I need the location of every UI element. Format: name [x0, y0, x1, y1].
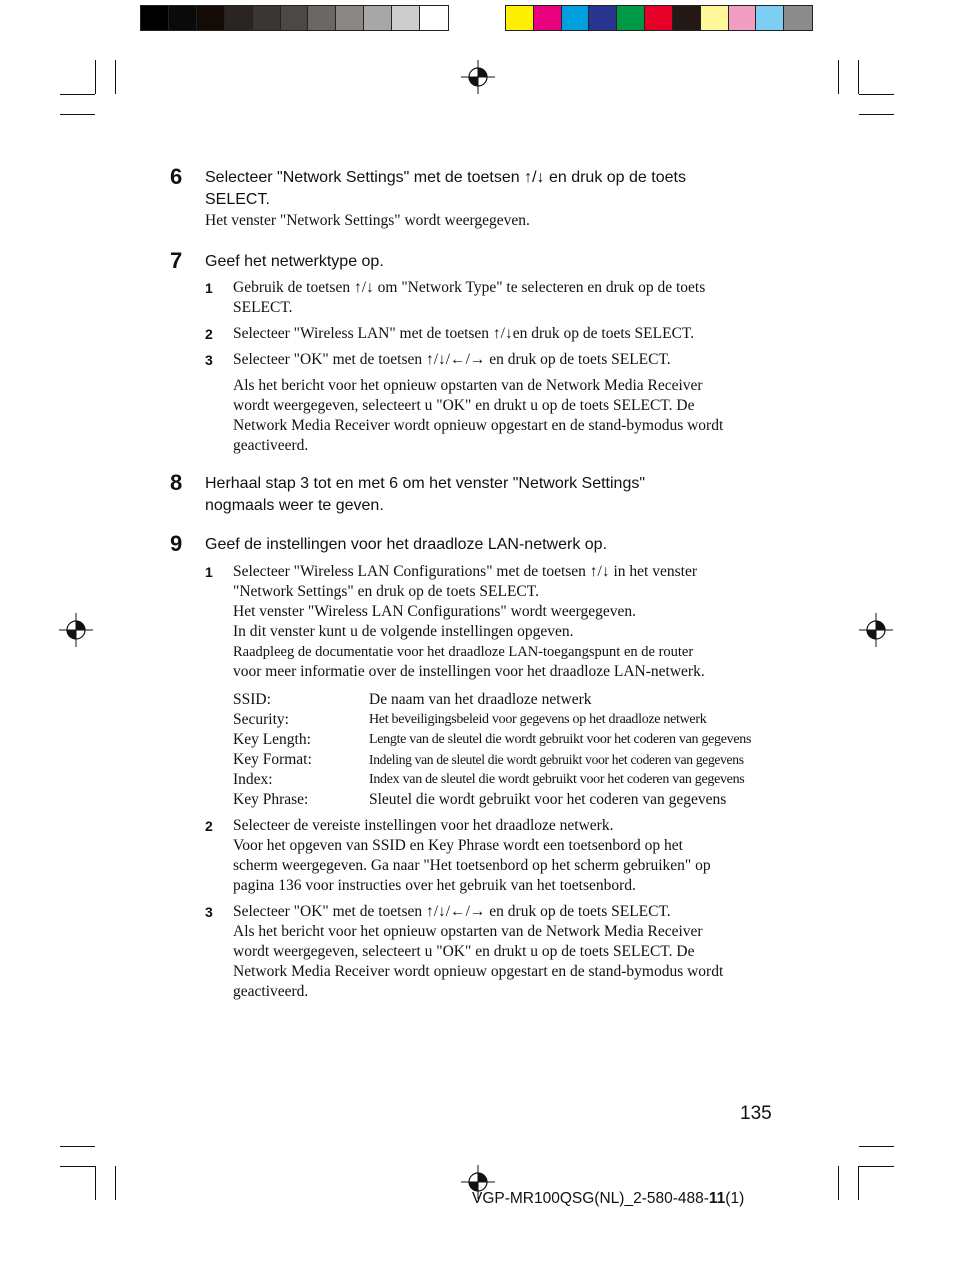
substep-text: [233, 562, 783, 682]
crop-mark: [115, 1166, 116, 1200]
step-note: [233, 376, 778, 456]
grayscale-color-bar: [140, 5, 449, 31]
definition-description: Lengte van de sleutel die wordt gebruikt voor het coderen van gegevens: [369, 732, 752, 747]
color-swatch: [308, 6, 336, 30]
text-line: Selecteer "Wireless LAN Configurations" met de toetsen ↑/↓ in het venster: [233, 563, 697, 580]
color-swatch: [506, 6, 534, 30]
text-line: Network Media Receiver wordt opnieuw opgestart en de stand-bymodus wordt: [233, 417, 724, 434]
step-heading: Geef de instellingen voor het draadloze LAN-netwerk op.: [205, 536, 608, 553]
crop-mark: [115, 60, 116, 94]
color-swatch: [225, 6, 253, 30]
text-line: Selecteer de vereiste instellingen voor het draadloze netwerk.: [233, 817, 614, 834]
substep-text: [233, 324, 783, 344]
color-swatch: [253, 6, 281, 30]
text-line: scherm weergegeven. Ga naar "Het toetsenbord op het scherm gebruiken" op: [233, 857, 711, 874]
crop-mark: [859, 1166, 894, 1167]
color-swatch: [420, 6, 448, 30]
color-swatch: [336, 6, 364, 30]
crop-mark: [60, 1146, 95, 1147]
definition-row: [233, 790, 778, 810]
color-swatch: [589, 6, 617, 30]
color-swatch: [617, 6, 645, 30]
registration-mark-icon: [461, 60, 495, 94]
definition-description: De naam van het draadloze netwerk: [369, 691, 592, 708]
step-heading-line: nogmaals weer te geven.: [205, 497, 384, 514]
text-line: geactiveerd.: [233, 437, 309, 454]
definition-row: [233, 750, 778, 770]
text-line: pagina 136 voor instructies over het gebruik van het toetsenbord.: [233, 877, 636, 894]
text-line: Het venster "Wireless LAN Configurations" wordt weergegeven.: [233, 603, 637, 620]
text-line: voor meer informatie over de instellingen voor het draadloze LAN-netwerk.: [233, 663, 705, 680]
substep-text: [233, 350, 783, 370]
definition-description: Het beveiligingsbeleid voor gegevens op het draadloze netwerk: [369, 712, 707, 727]
text-line: wordt weergegeven, selecteert u "OK" en drukt u op de toets SELECT. De: [233, 943, 695, 960]
color-swatch: [197, 6, 225, 30]
substep-number: 2: [205, 326, 213, 342]
substep-text: [233, 816, 783, 896]
crop-mark: [60, 114, 95, 115]
step-heading-line: SELECT.: [205, 191, 270, 208]
text-line: Als het bericht voor het opnieuw opstarten van de Network Media Receiver: [233, 377, 703, 394]
text-line: "Network Settings" en druk op de toets SELECT.: [233, 583, 539, 600]
text-line: Network Media Receiver wordt opnieuw opgestart en de stand-bymodus wordt: [233, 963, 724, 980]
definition-row: [233, 730, 778, 750]
definition-row: [233, 710, 778, 730]
definition-term: Index:: [233, 771, 273, 788]
crop-mark: [858, 60, 859, 94]
settings-definition-list: [233, 690, 778, 810]
step-note: Het venster "Network Settings" wordt weergegeven.: [205, 212, 530, 229]
definition-term: Key Length:: [233, 731, 311, 748]
substep-number: 2: [205, 818, 213, 834]
crop-mark: [859, 114, 894, 115]
step-heading: [205, 167, 785, 211]
color-swatch: [701, 6, 729, 30]
color-swatch: [141, 6, 169, 30]
substep-number: 1: [205, 564, 213, 580]
crop-mark: [838, 1166, 839, 1200]
step-number: 8: [170, 470, 183, 495]
text-line: Selecteer "OK" met de toetsen ↑/↓/←/→ en druk op de toets SELECT.: [233, 351, 671, 368]
crop-mark: [859, 94, 894, 95]
text-line: geactiveerd.: [233, 983, 309, 1000]
text-line: Selecteer "Wireless LAN" met de toetsen ↑/↓en druk op de toets SELECT.: [233, 325, 695, 342]
definition-term: SSID:: [233, 691, 271, 708]
definition-description: Indeling van de sleutel die wordt gebruikt voor het coderen van gegevens: [369, 752, 744, 767]
substep-number: 3: [205, 904, 213, 920]
page-number: 135: [740, 1103, 772, 1124]
color-swatch: [392, 6, 420, 30]
definition-row: [233, 770, 778, 790]
definition-description: Index van de sleutel die wordt gebruikt voor het coderen van gegevens: [369, 772, 745, 787]
text-line: wordt weergegeven, selecteert u "OK" en drukt u op de toets SELECT. De: [233, 397, 695, 414]
crop-mark: [858, 1166, 859, 1200]
substep-text: [233, 902, 783, 1002]
text-line: Gebruik de toetsen ↑/↓ om "Network Type" te selecteren en druk op de toets: [233, 279, 706, 296]
step-number: 6: [170, 164, 183, 189]
text-line: Raadpleeg de documentatie voor het draadloze LAN-toegangspunt en de router: [233, 644, 694, 660]
step-heading-line: Selecteer "Network Settings" met de toetsen ↑/↓ en druk op de toets: [205, 169, 686, 186]
step-heading: [205, 473, 785, 517]
color-swatch: [645, 6, 673, 30]
crop-mark: [95, 60, 96, 94]
footer-code-bold: 11: [708, 1190, 726, 1207]
crop-mark: [60, 94, 95, 95]
step-number: 9: [170, 531, 183, 556]
crop-mark: [859, 1146, 894, 1147]
crop-mark: [838, 60, 839, 94]
footer-code-prefix: VGP-MR100QSG(NL)_2-580-488-: [472, 1190, 709, 1207]
substep-number: 1: [205, 280, 213, 296]
footer-code-suffix: (1): [725, 1190, 745, 1207]
definition-term: Security:: [233, 711, 289, 728]
crop-mark: [95, 1166, 96, 1200]
color-swatch: [756, 6, 784, 30]
document-code-footer: [472, 1190, 744, 1208]
text-line: SELECT.: [233, 299, 293, 316]
step-number: 7: [170, 248, 183, 273]
substep-number: 3: [205, 352, 213, 368]
process-color-bar: [505, 5, 813, 31]
crop-mark: [60, 1166, 95, 1167]
color-swatch: [281, 6, 309, 30]
definition-term: Key Format:: [233, 751, 312, 768]
color-swatch: [673, 6, 701, 30]
step-heading: Geef het netwerktype op.: [205, 253, 384, 270]
color-swatch: [784, 6, 812, 30]
text-line: In dit venster kunt u de volgende instellingen opgeven.: [233, 623, 574, 640]
text-line: Als het bericht voor het opnieuw opstarten van de Network Media Receiver: [233, 923, 703, 940]
definition-term: Key Phrase:: [233, 791, 309, 808]
definition-description: Sleutel die wordt gebruikt voor het coderen van gegevens: [369, 791, 727, 808]
registration-mark-icon: [859, 613, 893, 647]
color-swatch: [364, 6, 392, 30]
step-heading-line: Herhaal stap 3 tot en met 6 om het venster "Network Settings": [205, 475, 646, 492]
substep-text: [233, 278, 783, 318]
color-swatch: [534, 6, 562, 30]
color-swatch: [729, 6, 757, 30]
definition-row: [233, 690, 778, 710]
color-swatch: [562, 6, 590, 30]
text-line: Voor het opgeven van SSID en Key Phrase wordt een toetsenbord op het: [233, 837, 683, 854]
text-line: Selecteer "OK" met de toetsen ↑/↓/←/→ en druk op de toets SELECT.: [233, 903, 671, 920]
color-swatch: [169, 6, 197, 30]
registration-mark-icon: [59, 613, 93, 647]
